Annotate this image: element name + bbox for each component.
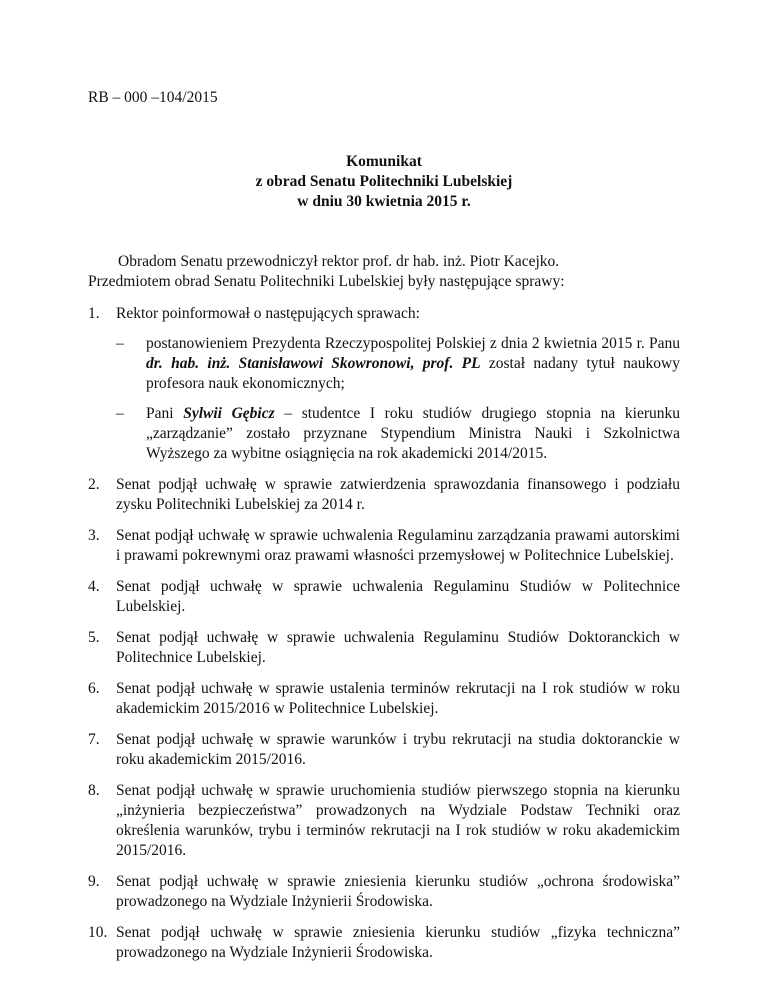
title-line-2: z obrad Senatu Politechniki Lubelskiej: [255, 173, 513, 190]
agenda-item-2: [88, 475, 680, 515]
sub-item-text: – studentce I roku studiów drugiego stopnia na kierunku „zarządzanie” zostało przyznane Stypendium Ministra Nauki i Szkolnictwa Wyższego za wybitne osiągnięcia na rok akademicki 2014/2015.: [146, 405, 680, 462]
agenda-item-3: [88, 526, 680, 566]
sub-item-text: Pani: [146, 405, 184, 422]
dash-marker: –: [116, 335, 124, 352]
sub-item-text: postanowieniem Prezydenta Rzeczypospolitej Polskiej z dnia 2 kwietnia 2015 r. Panu: [146, 335, 680, 352]
agenda-item-10: [88, 923, 680, 963]
intro-line-1: Obradom Senatu przewodniczył rektor prof. dr hab. inż. Piotr Kacejko.: [118, 253, 560, 270]
title-line-3: w dniu 30 kwietnia 2015 r.: [297, 193, 471, 210]
item-text: Senat podjął uchwałę w sprawie uchwalenia Regulaminu zarządzania prawami autorskimi i prawami pokrewnymi oraz prawami własności przemysłowej w Politechnice Lubelskiej.: [116, 527, 680, 564]
document-title: [88, 152, 680, 212]
agenda-list: [88, 304, 680, 963]
agenda-item-5: [88, 628, 680, 668]
item-text: Senat podjął uchwałę w sprawie warunków i trybu rekrutacji na studia doktoranckie w roku akademickim 2015/2016.: [116, 731, 680, 768]
item-number: 6.: [88, 680, 100, 697]
sub-item-2: [116, 404, 680, 464]
item-text: Senat podjął uchwałę w sprawie uchwalenia Regulaminu Studiów Doktoranckich w Politechnice Lubelskiej.: [116, 629, 680, 666]
person-name: dr. hab. inż. Stanisławowi Skowronowi, prof. PL: [146, 355, 481, 372]
intro-paragraph: [88, 252, 680, 292]
sub-item-text: został nadany tytuł naukowy profesora nauk ekonomicznych;: [146, 355, 680, 392]
agenda-item-8: [88, 781, 680, 861]
dash-marker: –: [116, 405, 124, 422]
item-text: Senat podjął uchwałę w sprawie uruchomienia studiów pierwszego stopnia na kierunku „inżynieria bezpieczeństwa” prowadzonych na Wydziale Podstaw Techniki oraz określenia warunków, trybu i terminów rekrutacji na I rok studiów w roku akademickim 2015/2016.: [116, 782, 680, 859]
agenda-item-1: [88, 304, 680, 464]
item-text: Senat podjął uchwałę w sprawie zniesienia kierunku studiów „ochrona środowiska” prowadzonego na Wydziale Inżynierii Środowiska.: [116, 873, 680, 910]
agenda-item-9: [88, 872, 680, 912]
title-line-1: Komunikat: [346, 153, 422, 170]
item-number: 3.: [88, 527, 100, 544]
item-text: Senat podjął uchwałę w sprawie ustalenia terminów rekrutacji na I rok studiów w roku akademickim 2015/2016 w Politechnice Lubelskiej.: [116, 680, 680, 717]
agenda-item-4: [88, 577, 680, 617]
item-text: Senat podjął uchwałę w sprawie zniesienia kierunku studiów „fizyka techniczna” prowadzonego na Wydziale Inżynierii Środowiska.: [116, 924, 680, 961]
item-number: 8.: [88, 782, 100, 799]
intro-line-2: Przedmiotem obrad Senatu Politechniki Lubelskiej były następujące sprawy:: [88, 273, 565, 290]
item-number: 2.: [88, 476, 100, 493]
agenda-item-7: [88, 730, 680, 770]
document-reference-number: RB – 000 –104/2015: [88, 89, 218, 106]
agenda-item-6: [88, 679, 680, 719]
item-text: Rektor poinformował o następujących sprawach:: [116, 305, 420, 322]
item-number: 10.: [88, 924, 108, 941]
item-number: 5.: [88, 629, 100, 646]
item-number: 1.: [88, 305, 100, 322]
item-number: 4.: [88, 578, 100, 595]
person-name: Sylwii Gębicz: [183, 405, 275, 422]
item-text: Senat podjął uchwałę w sprawie zatwierdzenia sprawozdania finansowego i podziału zysku Politechniki Lubelskiej za 2014 r.: [116, 476, 680, 513]
sub-list: [116, 334, 680, 464]
sub-item-1: [116, 334, 680, 394]
item-text: Senat podjął uchwałę w sprawie uchwalenia Regulaminu Studiów w Politechnice Lubelskiej.: [116, 578, 680, 615]
item-number: 9.: [88, 873, 100, 890]
item-number: 7.: [88, 731, 100, 748]
